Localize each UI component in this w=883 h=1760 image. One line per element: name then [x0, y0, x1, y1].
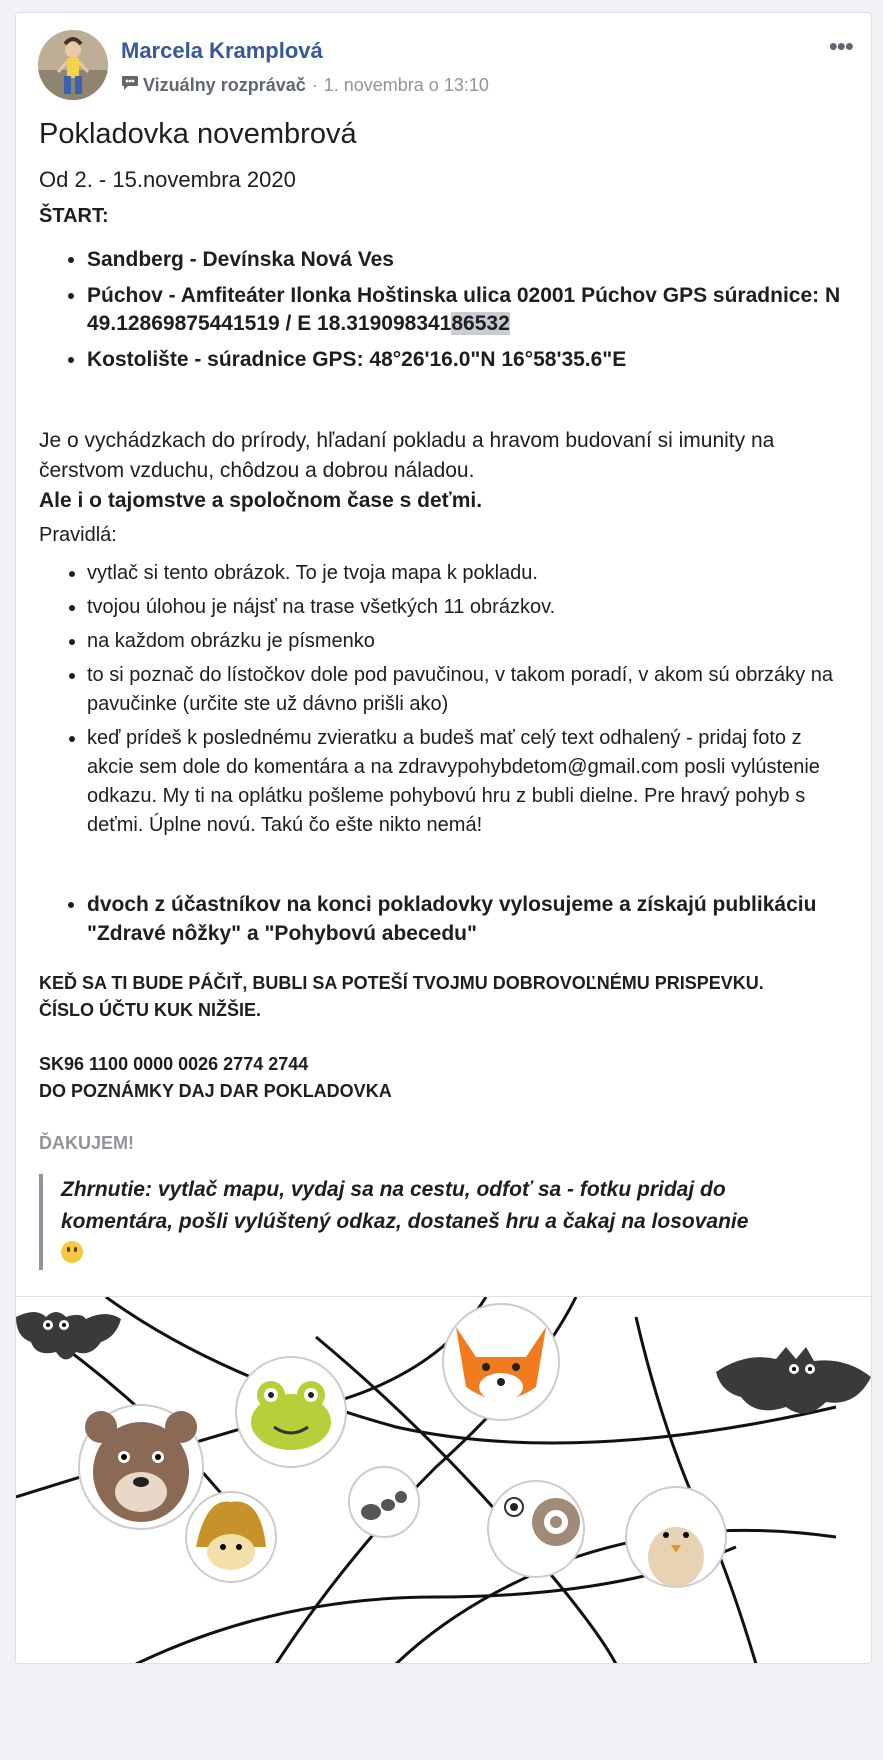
donation-line: KEĎ SA TI BUDE PÁČIŤ, BUBLI SA POTEŠÍ TVOJMU DOBROVOĽNÉMU PRISPEVKU. — [39, 973, 764, 993]
post-header — [16, 13, 871, 103]
rules-heading: Pravidlá: — [39, 524, 117, 546]
frog-icon — [236, 1357, 346, 1467]
hedgehog-icon — [186, 1492, 276, 1582]
start-list — [39, 246, 849, 374]
post-title: Pokladovka novembrová — [39, 118, 357, 150]
post-meta — [121, 75, 489, 96]
rule-item: • to si poznač do lístočkov dole pod pavučinou, v takom poradí, v akom sú obrzáky na pavučinke (určite ste už dávno prišli ako) — [87, 661, 849, 719]
highlighted-text: 86532 — [451, 312, 510, 335]
intro-bold-text: Ale i o tajomstve a spoločnom čase s deťmi. — [39, 489, 483, 512]
rule-item: • keď prídeš k poslednému zvieratku a budeš mať celý text odhalený - pridaj foto z akcie sem dole do komentára a na zdravypohybdetom@gmail.com posli vylústenie odkazu. My ti na oplátku pošleme pohybovú hru z bubli dielne. Pre hravý pohyb s deťmi. Úplne novú. Takú čo ešte nikto nemá! — [87, 724, 849, 840]
fox-icon — [443, 1304, 559, 1420]
rule-item: • na každom obrázku je písmenko — [87, 627, 849, 656]
summary-quote — [39, 1174, 761, 1270]
date-range: Od 2. - 15.novembra 2020 — [39, 167, 296, 192]
intro-text: Je o vychádzkach do prírody, hľadaní pokladu a hravom budovaní si imunity na čerstvom vzduchu, chôdzou a dobrou náladou. — [39, 429, 775, 482]
rules-list — [39, 559, 849, 840]
more-options-icon[interactable]: ••• — [828, 31, 853, 61]
bat-left-icon — [16, 1312, 121, 1360]
rule-item: • vytlač si tento obrázok. To je tvoja mapa k pokladu. — [87, 559, 849, 588]
prize-item: • dvoch z účastníkov na konci pokladovky vylosujeme a získajú publikáciu "Zdravé nôžky" a "Pohybovú abecedu" — [87, 890, 849, 948]
ant-icon — [349, 1467, 419, 1537]
post-timestamp[interactable]: 1. novembra o 13:10 — [323, 75, 489, 95]
chat-bubble-icon — [121, 75, 139, 96]
start-item-text: Púchov - Amfiteáter Ilonka Hoštinska ulica 02001 Púchov GPS súradnice: N 49.12869875441519 / E 18.319098341 — [87, 284, 841, 335]
summary-text: Zhrnutie: vytlač mapu, vydaj sa na cestu, odfoť sa - fotku pridaj do komentára, pošli vylúštený odkaz, dostaneš hru a čakaj na losovanie — [61, 1178, 749, 1233]
post-body — [39, 118, 849, 1318]
spider-web-map-image — [16, 1297, 871, 1664]
donation-text — [39, 970, 849, 1105]
start-item: • Sandberg - Devínska Nová Ves — [87, 246, 849, 274]
author-avatar[interactable] — [38, 30, 108, 100]
iban: SK96 1100 0000 0026 2774 2744 — [39, 1054, 309, 1074]
donation-note: DO POZNÁMKY DAJ DAR POKLADOVKA — [39, 1081, 392, 1101]
bat-right-icon — [716, 1347, 871, 1413]
start-label: ŠTART: — [39, 205, 109, 227]
rule-item: • tvojou úlohou je nájsť na trase všetkých 11 obrázkov. — [87, 593, 849, 622]
smile-emoji-icon — [61, 1241, 83, 1263]
author-badge[interactable]: Vizuálny rozprávač — [143, 75, 306, 95]
author-name[interactable]: Marcela Kramplová — [121, 38, 323, 63]
account-hint: ČÍSLO ÚČTU KUK NIŽŠIE. — [39, 1000, 262, 1020]
post-image[interactable] — [16, 1296, 871, 1664]
start-item — [87, 282, 849, 338]
start-item: • Kostolište - súradnice GPS: 48°26'16.0"N 16°58'35.6"E — [87, 346, 849, 374]
bird-icon — [626, 1487, 726, 1587]
post-card — [15, 12, 872, 1664]
prize-list — [39, 890, 849, 948]
thanks-text: ĎAKUJEM! — [39, 1133, 135, 1153]
snail-icon — [488, 1481, 584, 1577]
meta-separator: · — [311, 75, 318, 95]
bear-icon — [79, 1405, 203, 1529]
avatar-image — [38, 30, 108, 100]
